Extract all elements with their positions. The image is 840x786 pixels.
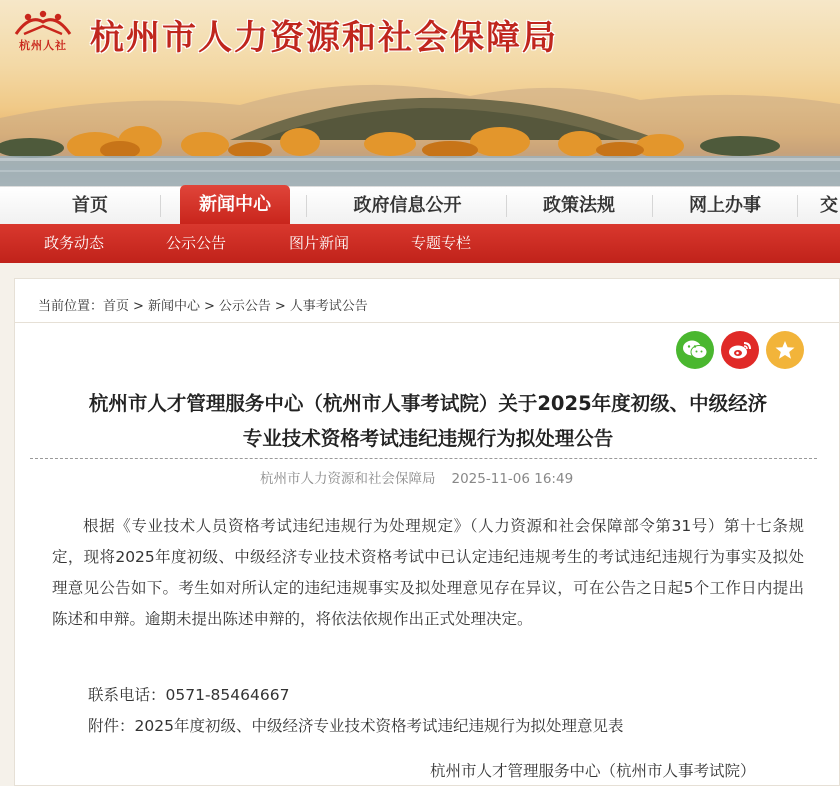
main-nav bbox=[0, 186, 840, 224]
sub-nav-special-topics[interactable]: 专题专栏 bbox=[411, 234, 472, 252]
sub-nav-photo-news[interactable]: 图片新闻 bbox=[289, 234, 350, 252]
share-favorite-button[interactable] bbox=[766, 331, 804, 369]
sub-nav bbox=[0, 224, 840, 263]
share-weibo-button[interactable] bbox=[721, 331, 759, 369]
breadcrumb-separator: > bbox=[274, 299, 286, 314]
attachment-line bbox=[88, 714, 623, 736]
breadcrumb-prefix: 当前位置： bbox=[38, 299, 104, 314]
breadcrumb-news-center[interactable]: 新闻中心 bbox=[147, 299, 200, 314]
breadcrumb-exam-notices[interactable]: 人事考试公告 bbox=[289, 299, 368, 314]
article-title bbox=[30, 386, 826, 456]
attachment-label: 附件： bbox=[88, 717, 135, 735]
main-nav-item-truncated[interactable]: 交 bbox=[820, 195, 838, 216]
article-meta bbox=[260, 467, 573, 487]
main-nav-policy[interactable]: 政策法规 bbox=[543, 195, 615, 216]
nav-divider bbox=[506, 195, 507, 217]
site-title: 杭州市人力资源和社会保障局 bbox=[90, 18, 558, 58]
breadcrumb-announcements[interactable]: 公示公告 bbox=[218, 299, 271, 314]
article-source: 杭州市人力资源和社会保障局 bbox=[260, 471, 436, 487]
nav-divider bbox=[306, 195, 307, 217]
article-title-line-1: 杭州市人才管理服务中心（杭州市人事考试院）关于2025年度初级、中级经济 bbox=[88, 392, 768, 415]
breadcrumb-home[interactable]: 首页 bbox=[103, 299, 130, 314]
attachment-link[interactable]: 2025年度初级、中级经济专业技术资格考试违纪违规行为拟处理意见表 bbox=[134, 717, 624, 735]
main-nav-home[interactable]: 首页 bbox=[72, 195, 108, 216]
share-wechat-button[interactable] bbox=[676, 331, 714, 369]
breadcrumb-separator: > bbox=[203, 299, 215, 314]
breadcrumb bbox=[38, 295, 368, 314]
weibo-icon bbox=[727, 339, 753, 361]
nav-divider bbox=[160, 195, 161, 217]
article-signer: 杭州市人才管理服务中心（杭州市人事考试院） bbox=[430, 762, 756, 780]
main-nav-online-service[interactable]: 网上办事 bbox=[689, 195, 761, 216]
logo-emblem-icon bbox=[8, 8, 78, 38]
nav-divider bbox=[652, 195, 653, 217]
sub-nav-gov-news[interactable]: 政务动态 bbox=[44, 234, 105, 252]
breadcrumb-separator: > bbox=[133, 299, 144, 314]
article-body-paragraph: 根据《专业技术人员资格考试违纪违规行为处理规定》（人力资源和社会保障部令第31号）第十七条规定，现将2025年度初级、中级经济专业技术资格考试中已认定违纪违规考生的考试违纪违规行为事实及拟处理意见公告如下。考生如对所认定的违纪违规事实及拟处理意见存在异议，可在公告之日起5个工作日内提出陈述和申辩。逾期未提出陈述申辩的，将依法依规作出正式处理决定。 bbox=[52, 517, 804, 628]
main-nav-gov-info[interactable]: 政府信息公开 bbox=[353, 195, 462, 216]
article-date: 2025-11-06 16:49 bbox=[451, 471, 574, 487]
sub-nav-announcements[interactable]: 公示公告 bbox=[166, 234, 227, 252]
contact-phone: 联系电话：0571-85464667 bbox=[88, 686, 290, 704]
logo-text: 杭州人社 bbox=[19, 39, 67, 52]
main-nav-news-center[interactable]: 新闻中心 bbox=[180, 185, 290, 225]
title-divider bbox=[30, 458, 817, 459]
site-banner bbox=[0, 0, 840, 186]
wechat-icon bbox=[682, 339, 708, 361]
article-title-line-2: 专业技术资格考试违纪违规行为拟处理公告 bbox=[242, 427, 614, 450]
nav-divider bbox=[797, 195, 798, 217]
favorite-star-icon bbox=[774, 339, 796, 361]
